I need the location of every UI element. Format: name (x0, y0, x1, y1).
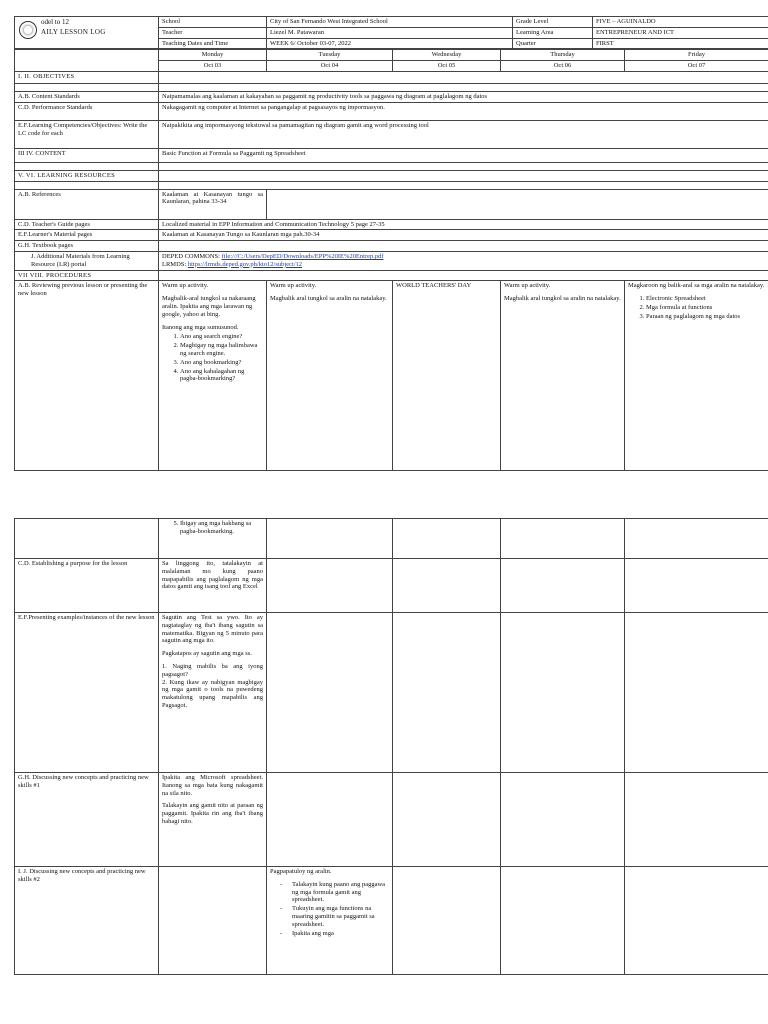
day-friday: Friday (625, 50, 768, 61)
day-monday: Monday (159, 50, 267, 61)
list-item: - Tukuyin ang mga functions na maaring gamitin sa paggamit sa spreadsheet. (292, 905, 389, 928)
content-standards-value: Naipamamalas ang kaalaman at kakayahan sa paggamit ng productivity tools sa paggawa ng diagram at paglalagom ng datos (159, 91, 768, 102)
content-standards-label: A.B. Content Standards (15, 91, 159, 102)
purpose-monday: Sa linggong ito, tatalakayin at malalaman mo kung paano mapapabilis ang paglalagom ng mga datos gamit ang isang tool ang Excel (159, 559, 267, 613)
learners-material-value: Kaalaman at Kasanayan Tungo sa Kaunlaran mga pah.30-34 (159, 230, 768, 241)
review-tuesday-title: Warm up activity. (270, 282, 317, 290)
discuss2-tuesday-list (270, 881, 389, 938)
deped-commons-label: DEPED COMMONS: (162, 252, 220, 260)
school-value: City of San Fernando West Integrated School (267, 17, 513, 28)
date-friday: Oct 07 (625, 61, 768, 72)
date-wednesday: Oct 05 (393, 61, 501, 72)
list-item: 5. Ibigay ang mga hakbang sa pagba-bookmarking. (180, 520, 263, 536)
teacher-label: Teacher (159, 27, 267, 38)
lesson-log-page-2 (14, 518, 768, 975)
area-value: ENTREPRENEUR AND ICT (593, 27, 768, 38)
procedures-heading: VII VIII. PROCEDURES (15, 270, 159, 281)
list-item: 2. Mga formula at functions (646, 304, 765, 312)
review-label: A.B. Reviewing previous lesson or presenting the new lesson (15, 281, 159, 471)
review-monday-p1: Magbalik-aral tungkol sa nakaraang aralin. Ipakita ang mga larawan ng google, yahoo at bing. (162, 295, 256, 318)
lesson-log-page-1 (14, 16, 768, 471)
list-item: 1. Electronic Spreadsheet (646, 295, 765, 303)
list-item: 2. Magbigay ng mga halimbawa ng search engine. (180, 342, 263, 358)
review-thursday (501, 281, 625, 471)
date-monday: Oct 03 (159, 61, 267, 72)
examples-monday (159, 613, 267, 773)
day-tuesday: Tuesday (267, 50, 393, 61)
school-label: School (159, 17, 267, 28)
review-tuesday-p1: Magbalik aral tungkol sa aralin na natalakay. (270, 295, 387, 303)
list-item: 1. Ano ang search engine? (180, 333, 263, 341)
examples-label: E.F.Presenting examples/instances of the new lesson (15, 613, 159, 773)
list-item: 3. Ano ang bookmarking? (180, 359, 263, 367)
learners-material-label: E.F.Learner's Material pages (15, 230, 159, 241)
objectives-heading: I. II. OBJECTIVES (15, 71, 159, 83)
teachers-guide-label: C.D. Teacher's Guide pages (15, 219, 159, 230)
lrmds-link[interactable]: https://lrmds.deped.gov.ph/kto12/subject/12 (187, 260, 303, 268)
day-blank (15, 50, 159, 72)
day-wednesday: Wednesday (393, 50, 501, 61)
date-tuesday: Oct 04 (267, 61, 393, 72)
discuss2-label: I. J. Discussing new concepts and practicing new skills #2 (15, 867, 159, 975)
discuss1-monday-p2: Talakayin ang gamit nito at paraan ng paggamit. Ipakita rin ang iba't ibang bahagi nito. (162, 802, 263, 825)
review-monday-questions (162, 333, 263, 383)
dates-label: Teaching Dates and Time (159, 38, 267, 49)
teacher-value: Liezel M. Patawaran (267, 27, 513, 38)
review-monday-cont (159, 519, 267, 559)
textbook-label: G.H. Textbook pages (15, 241, 159, 252)
review-monday (159, 281, 267, 471)
additional-materials-label: J. Additional Materials from Learning Resource (LR) portal (15, 251, 159, 270)
discuss1-label: G.H. Discussing new concepts and practicing new skills #1 (15, 773, 159, 867)
performance-standards-label: C.D. Performance Standards (15, 102, 159, 120)
review-monday-p2: Itanong ang mga sumusunod. (162, 323, 239, 331)
teachers-guide-value: Localized material in EPP Information and Communication Technology 5 page 27-35 (159, 219, 768, 230)
additional-materials-value (159, 251, 768, 270)
deped-seal-icon (19, 21, 37, 39)
discuss1-monday-p1: Ipakita ang Microsoft spreadsheet. Itanong sa mga bata kung nakagamit na sila nito. (162, 774, 263, 797)
list-item: - Talakayin kung paano ang paggawa ng mga formula gamit ang spreadsheet. (292, 881, 389, 904)
deped-commons-link[interactable]: file:///C:/Users/DepED/Downloads/EPP%20IE%20Entrep.pdf (221, 252, 384, 260)
purpose-label: C.D. Establishing a purpose for the lesson (15, 559, 159, 613)
review-thursday-title: Warm up activity. (504, 282, 551, 290)
examples-monday-p2: Pagkatapos ay sagutin ang mga ss. (162, 650, 252, 658)
lrmds-label: LRMDS: (162, 260, 187, 268)
references-label: A.B. References (15, 189, 159, 219)
learning-competencies-label: E.F.Learning Competencies/Objectives: Write the LC code for each (15, 120, 159, 148)
list-item: 3. Paraan ng paglalagom ng mga datos (646, 313, 765, 321)
dates-value: WEEK 6/ October 03-07, 2022 (267, 38, 513, 49)
review-friday-p1: Magkaroon ng balik-aral sa mga aralin na natalakay. (628, 282, 765, 290)
review-tuesday (267, 281, 393, 471)
examples-monday-p1: Sagutin ang Test sa ywo. Ito ay nagtataglay ng iba't ibang sagutin sa matematika. Bigyan ng 5 minuto para sagutin ang mga ito. (162, 614, 263, 645)
content-value: Basic Function at Formula sa Paggamit ng Spreadsheet (159, 148, 768, 162)
area-label: Learning Area (513, 27, 593, 38)
grade-value: FIVE – AGUINALDO (593, 17, 768, 28)
discuss2-tuesday-title: Pagpapatuloy ng aralin. (270, 868, 332, 875)
examples-monday-p4: 2. Kung ikaw ay nabigyan magbigay ng mga gamit o tools na puwedeng makatulong upang mapabilis ang Pagsagot. (162, 678, 263, 709)
grade-label: Grade Level (513, 17, 593, 28)
performance-standards-value: Nakagagamit ng computer at Internet sa pangangalap at pagsasayos ng impormasyon. (159, 102, 768, 120)
resources-heading: V. VI. LEARNING RESOURCES (15, 170, 159, 181)
review-wednesday: WORLD TEACHERS' DAY (393, 281, 501, 471)
day-thursday: Thursday (501, 50, 625, 61)
review-friday (625, 281, 768, 471)
discuss2-tuesday (267, 867, 393, 975)
discuss1-monday (159, 773, 267, 867)
examples-monday-p3: 1. Naging mabilis ba ang iyong pagsagot? (162, 662, 263, 678)
references-value: Kaalaman at Kasanayan tungo sa Kaunlaran, pahina 33-34 (159, 189, 267, 219)
title-line2: AILY LESSON LOG (41, 28, 106, 36)
review-monday-title: Warm up activity. (162, 282, 209, 290)
title-line1: odel to 12 (41, 18, 69, 26)
quarter-label: Quarter (513, 38, 593, 49)
list-item: 4. Ano ang kahalagahan ng pagba-bookmarking? (180, 368, 263, 384)
date-thursday: Oct 06 (501, 61, 625, 72)
review-friday-list (628, 295, 765, 320)
list-item: - Ipakita ang mga (292, 930, 389, 938)
title-cell (15, 17, 159, 49)
learning-competencies-value: Naipakikita ang impormasyong tekstuwal sa pamamagitan ng diagram gamit ang word processing tool (159, 120, 768, 148)
content-heading: III IV. CONTENT (15, 148, 159, 162)
quarter-value: FIRST (593, 38, 768, 49)
review-thursday-p1: Magbalik aral tungkol sa aralin na natalakay. (504, 295, 621, 303)
